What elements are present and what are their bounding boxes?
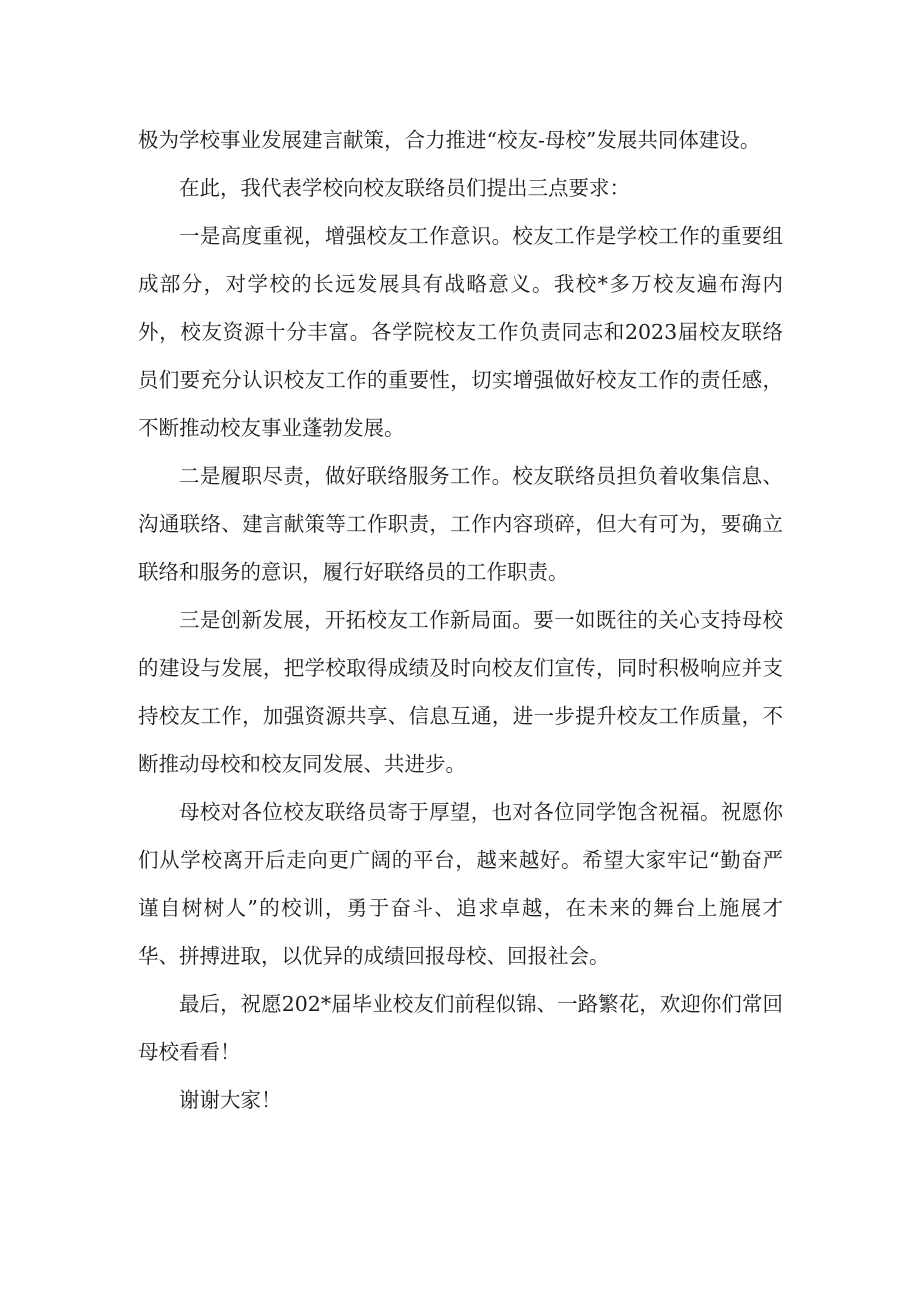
paragraph-requirement-one: 一是高度重视，增强校友工作意识。校友工作是学校工作的重要组成部分，对学校的长远发展具有战略意义。我校*多万校友遍布海内外，校友资源十分丰富。各学院校友工作负责同志和2023届校友联络员们要充分认识校友工作的重要性，切实增强做好校友工作的责任感，不断推动校友事业蓬勃发展。: [138, 224, 783, 440]
paragraph-closing: 最后，祝愿202*届毕业校友们前程似锦、一路繁花，欢迎你们常回母校看看！: [138, 992, 783, 1064]
paragraph-continuation: 极为学校事业发展建言献策，合力推进“校友-母校”发展共同体建设。: [138, 128, 761, 152]
paragraph-intro-requirements: 在此，我代表学校向校友联络员们提出三点要求：: [179, 176, 630, 200]
paragraph-requirement-two: 二是履职尽责，做好联络服务工作。校友联络员担负着收集信息、沟通联络、建言献策等工作职责，工作内容琐碎，但大有可为，要确立联络和服务的意识，履行好联络员的工作职责。: [138, 464, 783, 584]
paragraph-thanks: 谢谢大家！: [179, 1088, 282, 1112]
document-body: [138, 116, 783, 1124]
paragraph-wishes: 母校对各位校友联络员寄于厚望，也对各位同学饱含祝福。祝愿你们从学校离开后走向更广阔的平台，越来越好。希望大家牢记“勤奋严谨自树树人”的校训，勇于奋斗、追求卓越，在未来的舞台上施展才华、拼搏进取，以优异的成绩回报母校、回报社会。: [138, 800, 783, 968]
paragraph-requirement-three: 三是创新发展，开拓校友工作新局面。要一如既往的关心支持母校的建设与发展，把学校取得成绩及时向校友们宣传，同时积极响应并支持校友工作，加强资源共享、信息互通，进一步提升校友工作质量，不断推动母校和校友同发展、共进步。: [138, 608, 783, 776]
